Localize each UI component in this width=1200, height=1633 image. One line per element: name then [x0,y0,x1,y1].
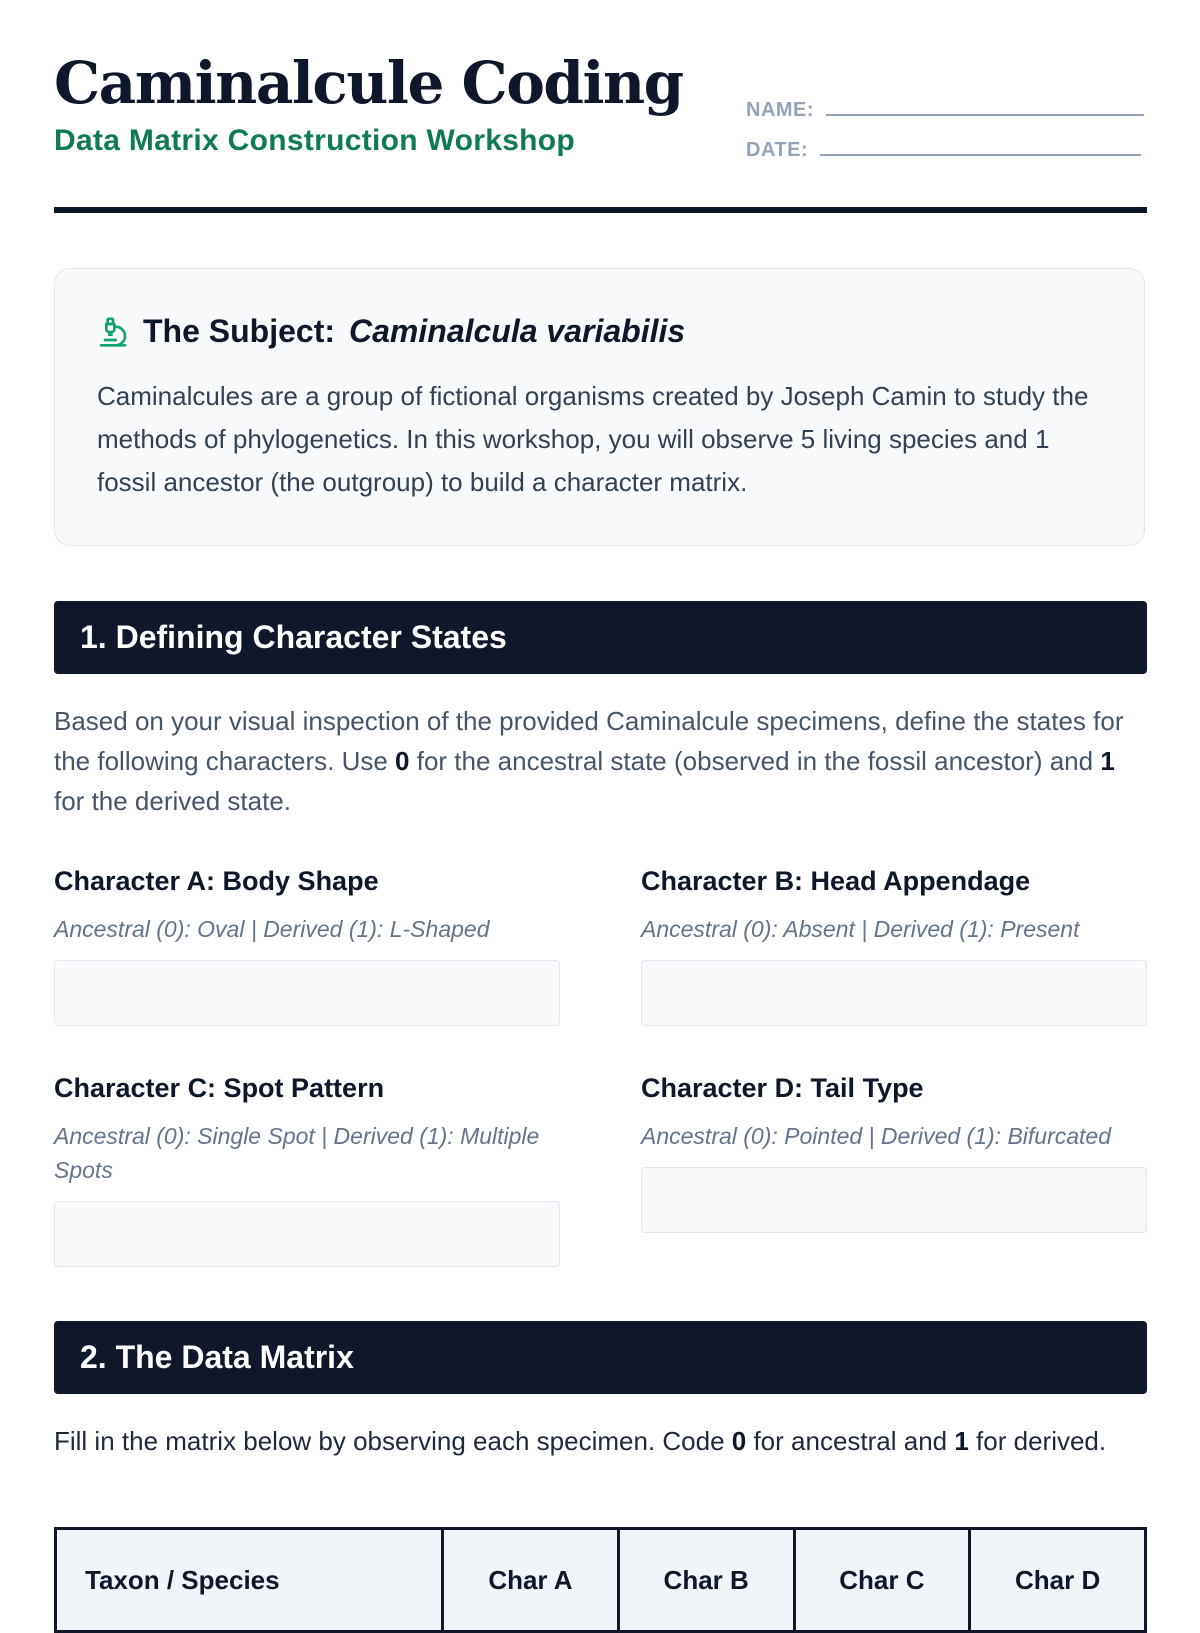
character-b-title: Character B: Head Appendage [641,866,1031,896]
column-header-char-a: Char A [443,1529,619,1632]
character-c-block [54,1071,560,1267]
name-line[interactable] [826,113,1144,116]
character-d-input[interactable] [641,1167,1147,1233]
section-1-instructions: Based on your visual inspection of the provided Caminalcule specimens, define the states for the following characters. Use 0 for the ancestral state (observed in the fossil ancestor) and 1 for the derived state. [54,706,1124,816]
subject-species: Caminalcula variabilis [349,313,686,349]
character-b-block [641,864,1147,1026]
microscope-icon [97,315,129,349]
character-b-states: Ancestral (0): Absent | Derived (1): Present [641,916,1080,942]
worksheet-page [54,0,1147,1595]
zero-code: 0 [395,746,410,776]
section-2-header: 2. The Data Matrix [54,1321,1147,1394]
header [54,0,1147,214]
character-d-title: Character D: Tail Type [641,1073,924,1103]
character-a-title: Character A: Body Shape [54,866,379,896]
section-1-header: 1. Defining Character States [54,601,1147,674]
column-header-char-b: Char B [618,1529,794,1632]
one-code: 1 [954,1426,969,1456]
subject-card [54,268,1145,546]
column-header-taxon: Taxon / Species [56,1529,443,1632]
subject-label: The Subject: [143,313,336,349]
character-c-title: Character C: Spot Pattern [54,1073,385,1103]
character-c-states: Ancestral (0): Single Spot | Derived (1): Multiple Spots [54,1123,540,1183]
character-c-input[interactable] [54,1201,560,1267]
character-a-input[interactable] [54,960,560,1026]
character-a-block [54,864,560,1026]
character-a-states: Ancestral (0): Oval | Derived (1): L-Shaped [54,916,490,942]
section-2-instructions: Fill in the matrix below by observing each specimen. Code 0 for ancestral and 1 for derived. [54,1426,1107,1456]
subject-heading [97,313,685,350]
character-d-states: Ancestral (0): Pointed | Derived (1): Bifurcated [641,1123,1112,1149]
character-b-input[interactable] [641,960,1147,1026]
one-code: 1 [1100,746,1115,776]
page-subtitle: Data Matrix Construction Workshop [54,124,576,157]
column-header-char-d: Char D [970,1529,1146,1632]
date-label: DATE: [746,139,809,161]
table-header-row [56,1529,1146,1632]
subject-description: Caminalcules are a group of fictional organisms created by Joseph Camin to study the methods of phylogenetics. In this workshop, you will observe 5 living species and 1 fossil ancestor (the outgroup) to build a character matrix. [97,381,1089,497]
page-title: Caminalcule Coding [54,49,683,117]
zero-code: 0 [731,1426,747,1456]
data-matrix-table [54,1527,1147,1633]
date-line[interactable] [820,153,1141,156]
name-field[interactable] [746,99,1144,122]
column-header-char-c: Char C [794,1529,970,1632]
date-field[interactable] [746,139,1141,162]
name-label: NAME: [746,99,815,121]
header-divider [54,207,1147,213]
character-d-block [641,1071,1147,1233]
